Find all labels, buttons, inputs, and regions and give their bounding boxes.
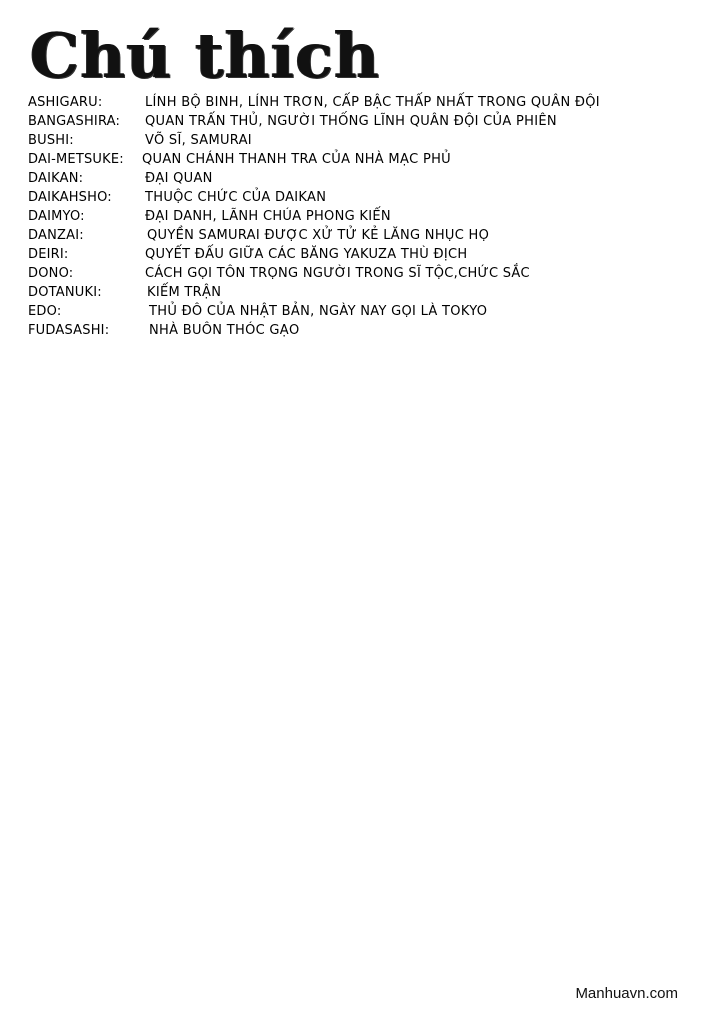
glossary-term: DOTANUKI: <box>28 285 102 300</box>
page-title: Chú thích <box>30 19 381 92</box>
glossary-term: FUDASASHI: <box>28 323 110 338</box>
glossary-definition: VÕ SĨ, SAMURAI <box>145 133 252 148</box>
glossary-entry-daimyo <box>28 207 688 226</box>
glossary-entry-dono <box>28 264 688 283</box>
glossary-term: DAIKAN: <box>28 171 84 186</box>
glossary-term: DAI-METSUKE: <box>28 152 124 167</box>
glossary-term: DONO: <box>28 266 74 281</box>
glossary-entry-daikahsho <box>28 188 688 207</box>
glossary-entry-edo <box>28 302 688 321</box>
glossary-definition: LÍNH BỘ BINH, LÍNH TRƠN, CẤP BẬC THẤP NHẤT TRONG QUÂN ĐỘI <box>145 95 600 110</box>
glossary-definition: THỦ ĐÔ CỦA NHẬT BẢN, NGÀY NAY GỌI LÀ TOKYO <box>149 304 488 319</box>
glossary-entry-deiri <box>28 245 688 264</box>
glossary-definition: THUỘC CHỨC CỦA DAIKAN <box>145 190 327 205</box>
glossary-definition: QUAN CHÁNH THANH TRA CỦA NHÀ MẠC PHỦ <box>142 152 451 167</box>
glossary-term: BANGASHIRA: <box>28 114 121 129</box>
glossary-entry-bushi <box>28 131 688 150</box>
glossary-entry-daikan <box>28 169 688 188</box>
glossary-entry-bangashira <box>28 112 688 131</box>
glossary-definition: QUYẾT ĐẤU GIỮA CÁC BĂNG YAKUZA THÙ ĐỊCH <box>145 247 468 262</box>
glossary-entry-fudasashi <box>28 321 688 340</box>
glossary-entry-danzai <box>28 226 688 245</box>
glossary-list <box>28 93 688 340</box>
glossary-definition: KIẾM TRẬN <box>147 285 222 300</box>
glossary-entry-ashigaru <box>28 93 688 112</box>
glossary-entry-dotanuki <box>28 283 688 302</box>
glossary-term: EDO: <box>28 304 62 319</box>
glossary-term: BUSHI: <box>28 133 74 148</box>
site-watermark: Manhuavn.com <box>575 985 678 1002</box>
glossary-definition: CÁCH GỌI TÔN TRỌNG NGƯỜI TRONG SĨ TỘC,CHỨC SẮC <box>145 266 530 281</box>
glossary-definition: NHÀ BUÔN THÓC GẠO <box>149 323 300 338</box>
glossary-term: DAIKAHSHO: <box>28 190 112 205</box>
glossary-term: DAIMYO: <box>28 209 85 224</box>
glossary-term: ASHIGARU: <box>28 95 103 110</box>
glossary-definition: QUYỀN SAMURAI ĐƯỢC XỬ TỬ KẺ LĂNG NHỤC HỌ <box>147 228 490 243</box>
glossary-entry-dai-metsuke <box>28 150 688 169</box>
glossary-definition: ĐẠI DANH, LÃNH CHÚA PHONG KIẾN <box>145 209 391 224</box>
glossary-definition: ĐẠI QUAN <box>145 171 213 186</box>
glossary-term: DANZAI: <box>28 228 84 243</box>
glossary-term: DEIRI: <box>28 247 69 262</box>
glossary-definition: QUAN TRẤN THỦ, NGƯỜI THỐNG LĨNH QUÂN ĐỘI CỦA PHIÊN <box>145 114 557 129</box>
